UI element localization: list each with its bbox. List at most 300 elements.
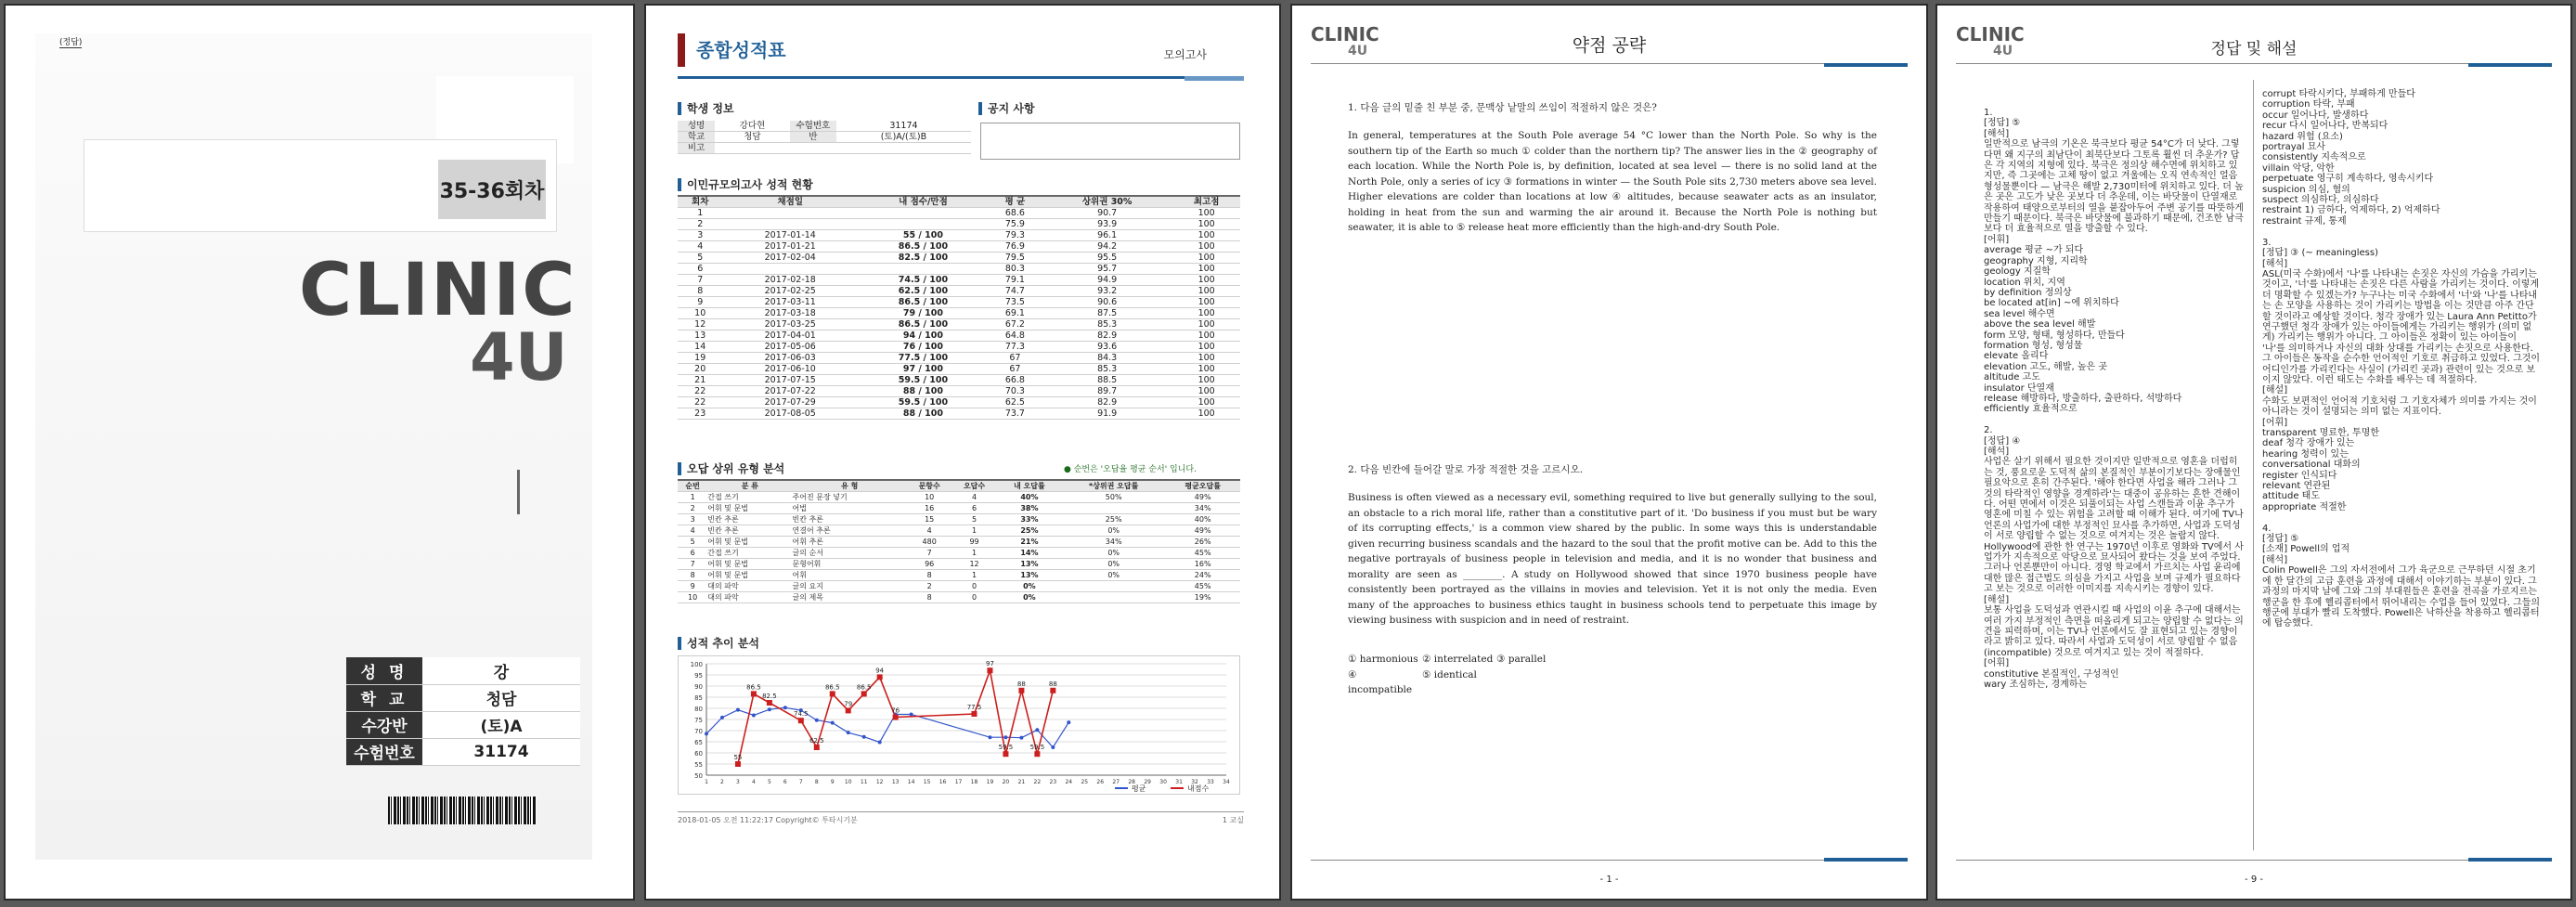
- table-cell: 6: [678, 548, 707, 559]
- table-row: [678, 219, 1240, 230]
- table-cell: 82.9: [1042, 330, 1172, 342]
- error-header: 순번: [678, 480, 707, 492]
- x-tick-label: 24: [1065, 779, 1073, 785]
- trend-chart-svg: [679, 656, 1239, 794]
- table-row: [678, 408, 1240, 420]
- page-number: - 1 -: [1599, 875, 1619, 885]
- table-cell: 어휘: [793, 570, 907, 581]
- table-cell: 84.3: [1042, 353, 1172, 364]
- option[interactable]: ⑤ identical: [1422, 668, 1477, 680]
- table-cell: 19: [678, 353, 722, 364]
- table-cell: 79.5: [989, 253, 1042, 264]
- table-cell: 2017-03-25: [722, 319, 858, 330]
- table-cell: 74.5 / 100: [858, 275, 989, 286]
- table-row: [678, 286, 1240, 297]
- table-cell: 59.5 / 100: [858, 375, 989, 386]
- class-label: 수강반: [346, 711, 422, 738]
- table-cell: 69.1: [989, 308, 1042, 319]
- table-cell: 77.5 / 100: [858, 353, 989, 364]
- table-cell: 2017-04-01: [722, 330, 858, 342]
- x-tick-label: 20: [1002, 779, 1010, 785]
- table-cell: 2017-01-14: [722, 230, 858, 241]
- table-cell: 59.5 / 100: [858, 397, 989, 408]
- x-tick-label: 26: [1096, 779, 1105, 785]
- y-tick-label: 65: [694, 739, 703, 746]
- table-cell: 대의 파악: [707, 592, 792, 603]
- table-cell: 62.5: [989, 397, 1042, 408]
- table-cell: 100: [1172, 286, 1240, 297]
- table-row: [678, 514, 1240, 525]
- table-cell: 0: [951, 592, 996, 603]
- report-title: 종합성적표: [678, 33, 786, 67]
- x-tick-label: 7: [798, 779, 803, 785]
- table-cell: 100: [1172, 364, 1240, 375]
- title-rule-accent: [1184, 76, 1244, 81]
- table-cell: 94.9: [1042, 275, 1172, 286]
- question-2-body: Business is often viewed as a necessary evil, something required to live but generally sullying to the soul, an obstacle to a rich moral life, rather than a constitutive part of it. 'Do business if you must but be wary of its corrupting effects,' is a common view shared by the public. In some ways this is understandable given recurring business scandals and the hazard to the soul that the profit motive can be. Add to this the negative portrayals of business people in television and media, and it is no wonder that business and morality are seen as ________. A study on Hollywood showed that since 1970 business people have consistently been portrayed as the villains in movies and television. Yet it is not only the media. Even many of the approaches to business ethics taught in business schools tend to perpetuate this image by viewing business with suspicion and in need of restraint.: [1348, 492, 1877, 626]
- table-cell: 88 / 100: [858, 386, 989, 397]
- table-cell: 94.2: [1042, 241, 1172, 253]
- table-row: [678, 230, 1240, 241]
- table-row: [678, 525, 1240, 537]
- history-header: 내 점수/만점: [858, 196, 989, 208]
- table-cell: 2017-03-11: [722, 297, 858, 308]
- error-note: ● 순번은 '오답율 평균 순서' 입니다.: [1064, 465, 1197, 474]
- table-row: [678, 308, 1240, 319]
- table-cell: 어휘 및 문법: [707, 503, 792, 514]
- x-tick-label: 30: [1159, 779, 1167, 785]
- table-cell: 45%: [1165, 548, 1240, 559]
- trend-chart: [678, 655, 1240, 795]
- table-cell: 86.5 / 100: [858, 297, 989, 308]
- table-cell: 1: [951, 525, 996, 537]
- table-cell: 2017-06-10: [722, 364, 858, 375]
- table-cell: 95.5: [1042, 253, 1172, 264]
- table-cell: 49%: [1165, 492, 1240, 503]
- data-point: [1035, 728, 1039, 732]
- data-point: [798, 718, 804, 723]
- table-cell: 23: [678, 408, 722, 420]
- table-cell: 글의 요지: [793, 581, 907, 592]
- table-cell: 0%: [1062, 548, 1165, 559]
- table-cell: 24%: [1165, 570, 1240, 581]
- data-point: [736, 708, 740, 712]
- data-point: [847, 731, 850, 734]
- table-cell: 6: [951, 503, 996, 514]
- table-cell: 90.6: [1042, 297, 1172, 308]
- id-value: 31174: [422, 738, 580, 765]
- table-cell: 대의 파악: [707, 581, 792, 592]
- table-cell: 79 / 100: [858, 308, 989, 319]
- table-cell: 2017-02-25: [722, 286, 858, 297]
- table-cell: 2017-01-21: [722, 241, 858, 253]
- table-cell: 5: [678, 253, 722, 264]
- table-cell: 21: [678, 375, 722, 386]
- logo-text-bottom: 4U: [1993, 44, 2013, 58]
- table-cell: 34%: [1165, 503, 1240, 514]
- data-label: 62.5: [809, 737, 824, 745]
- table-cell: [858, 219, 989, 230]
- logo-text-bottom: 4U: [1348, 44, 1368, 58]
- table-cell: 68.6: [989, 208, 1042, 219]
- table-cell: 99: [951, 537, 996, 548]
- table-cell: 간접 쓰기: [707, 548, 792, 559]
- table-row: [678, 342, 1240, 353]
- footer-bar: [2468, 858, 2552, 862]
- data-label: 94: [875, 667, 885, 675]
- table-cell: 빈칸 추론: [707, 525, 792, 537]
- table-cell: 95.7: [1042, 264, 1172, 275]
- table-cell: 40%: [1165, 514, 1240, 525]
- data-point: [1003, 751, 1008, 757]
- table-cell: 97 / 100: [858, 364, 989, 375]
- cover-tag: (정답): [59, 35, 82, 48]
- table-cell: 2017-05-06: [722, 342, 858, 353]
- table-cell: 100: [1172, 375, 1240, 386]
- error-header: 오답수: [951, 480, 996, 492]
- error-header: 평균오답률: [1165, 480, 1240, 492]
- data-label: 59.5: [1029, 744, 1045, 752]
- table-cell: 100: [1172, 264, 1240, 275]
- student-table: [678, 121, 971, 154]
- table-cell: 2017-07-29: [722, 397, 858, 408]
- x-tick-label: 14: [907, 779, 915, 785]
- table-row: [678, 253, 1240, 264]
- table-cell: 100: [1172, 208, 1240, 219]
- table-cell: 14%: [997, 548, 1062, 559]
- table-cell: 94 / 100: [858, 330, 989, 342]
- x-tick-label: 34: [1223, 779, 1230, 785]
- x-tick-label: 4: [751, 779, 756, 785]
- y-tick-label: 80: [694, 706, 703, 713]
- data-point: [988, 735, 991, 739]
- table-cell: 10: [907, 492, 951, 503]
- table-cell: 480: [907, 537, 951, 548]
- error-header: 유 형: [793, 480, 907, 492]
- class-value: (토)A: [422, 711, 580, 738]
- data-point: [1018, 688, 1024, 693]
- table-cell: 100: [1172, 241, 1240, 253]
- table-cell: [1062, 503, 1165, 514]
- x-tick-label: 5: [767, 779, 771, 785]
- y-tick-label: 60: [694, 750, 703, 758]
- footer-bar: [1824, 858, 1908, 862]
- table-cell: 2017-07-22: [722, 386, 858, 397]
- table-cell: 86.5 / 100: [858, 241, 989, 253]
- table-cell: 어휘 및 문법: [707, 537, 792, 548]
- table-row: [678, 503, 1240, 514]
- table-cell: 5: [678, 537, 707, 548]
- table-cell: 13: [678, 330, 722, 342]
- table-cell: [858, 264, 989, 275]
- table-cell: 4: [678, 241, 722, 253]
- data-point: [751, 691, 757, 696]
- table-cell: 77.3: [989, 342, 1042, 353]
- table-cell: 8: [678, 286, 722, 297]
- table-cell: 어휘 및 문법: [707, 559, 792, 570]
- error-header: 내 오답률: [997, 480, 1062, 492]
- cover-page: [4, 4, 635, 901]
- option[interactable]: ② interrelated: [1422, 654, 1494, 665]
- table-cell: 간접 쓰기: [707, 492, 792, 503]
- table-cell: 88 / 100: [858, 408, 989, 420]
- data-point: [1050, 688, 1055, 693]
- footer-rule: [1311, 860, 1905, 861]
- table-cell: 88.5: [1042, 375, 1172, 386]
- table-cell: 2: [907, 581, 951, 592]
- option[interactable]: ① harmonious: [1348, 654, 1418, 665]
- y-tick-label: 85: [694, 694, 703, 702]
- table-cell: 4: [678, 525, 707, 537]
- table-cell: [1062, 592, 1165, 603]
- student-section-heading: 학생 정보: [678, 102, 734, 115]
- table-cell: [722, 264, 858, 275]
- x-tick-label: 18: [970, 779, 978, 785]
- table-cell: 3: [678, 514, 707, 525]
- table-cell: 0: [951, 581, 996, 592]
- table-cell: 22: [678, 397, 722, 408]
- data-point: [831, 721, 835, 725]
- table-cell: 100: [1172, 230, 1240, 241]
- table-cell: 76 / 100: [858, 342, 989, 353]
- header-rule: [1956, 63, 2550, 64]
- label: 학교: [678, 132, 715, 143]
- table-cell: 85.3: [1042, 319, 1172, 330]
- table-cell: 1: [951, 548, 996, 559]
- data-point: [862, 735, 866, 739]
- student-info-table: [346, 657, 580, 766]
- data-label: 88: [1048, 680, 1057, 688]
- table-cell: 2: [678, 219, 722, 230]
- x-tick-label: 27: [1112, 779, 1120, 785]
- data-point: [1051, 745, 1055, 749]
- table-cell: 어휘 및 문법: [707, 570, 792, 581]
- table-cell: 45%: [1165, 581, 1240, 592]
- table-cell: 13%: [997, 559, 1062, 570]
- answers-page: [1935, 4, 2572, 901]
- table-row: [678, 208, 1240, 219]
- label: 성명: [678, 121, 715, 132]
- option[interactable]: ④ incompatible: [1348, 668, 1413, 695]
- history-header: 최고점: [1172, 196, 1240, 208]
- name-label: 성명: [346, 657, 422, 684]
- report-subtitle: 모의고사: [1163, 48, 1207, 61]
- data-point: [783, 706, 787, 709]
- history-header: 상위권 30%: [1042, 196, 1172, 208]
- table-cell: 86.5 / 100: [858, 319, 989, 330]
- table-row: [678, 241, 1240, 253]
- table-cell: 7: [907, 548, 951, 559]
- x-tick-label: 2: [720, 779, 724, 785]
- data-point: [987, 667, 992, 673]
- x-tick-label: 13: [891, 779, 900, 785]
- table-cell: 33%: [997, 514, 1062, 525]
- x-tick-label: 8: [814, 779, 819, 785]
- y-tick-label: 70: [694, 728, 703, 735]
- table-cell: 8: [907, 592, 951, 603]
- data-point: [814, 745, 820, 750]
- history-header: 채점일: [722, 196, 858, 208]
- table-cell: 0%: [1062, 525, 1165, 537]
- table-cell: 85.3: [1042, 364, 1172, 375]
- exam-page: [1290, 4, 1928, 901]
- table-row: [678, 297, 1240, 308]
- question-1-body: In general, temperatures at the South Pole average 54 °C lower than the North Pole. So why is the southern tip of the Earth so much ① colder than the northern tip? The answer lies in the ② geography of each location. While the North Pole is, by definition, located at sea level — there is no solid land at the North Pole, only a series of icy ③ formations in winter — the South Pole sits 2,730 meters above sea level. Higher elevations are colder than locations at low ④ altitudes, because seawater acts as an insulator, holding in heat from the sun and warming the air around it. Because the North Pole is nothing but seawater, it is able to ⑤ release heat more efficiently than the high-and-dry South Pole.: [1348, 130, 1877, 233]
- exam-title: 약점 공략: [1572, 35, 1647, 56]
- data-label: 86.5: [824, 683, 840, 692]
- table-cell: 0%: [1062, 559, 1165, 570]
- table-cell: 38%: [997, 503, 1062, 514]
- data-label: 76: [891, 706, 900, 715]
- id-label: 수험번호: [346, 738, 422, 765]
- logo-text-top: CLINIC: [1311, 23, 1379, 45]
- data-point: [1019, 736, 1023, 740]
- table-cell: 55 / 100: [858, 230, 989, 241]
- table-cell: 빈칸 추론: [793, 514, 907, 525]
- answers-left-column: 1. [정답] ⑤ [해석] 일반적으로 남극의 기온은 북극보다 평균 54°C가 더 낮다. 그렇다면 왜 지구의 최남단이 최북단보다 그토록 훨씬 더 추운가? 답은 각 지역의 지형에 있다. 북극은 정의상 해수면에 위치하고 있지만, 즉 그곳에는 고체 땅이 없고 겨울에는 오직 연속적인 얼음 형성물뿐이다 — 남극은 해발 2,730미터에 위치하고 있다. 더 높은 곳은 고도가 낮은 곳보다 더 추운데, 이는 바닷물이 단열재로 작용하여 태양으로부터의 열을 붙잡아두어 주변 공기를 따뜻하게 만들기 때문이다. 북극은 바닷물에 불과하기 때문에, 건조한 남극보다 더 효율적으로 열을 방출할 수 있다. [어휘] average 평균 ~가 되다 geography 지형, 지리학 geology 지질학 location 위치, 지역 by definition 정의상 be located at[in] ~에 위치하다 sea level 해수면 above the sea level 해발 form 모양, 형태, 형성하다, 만들다 formation 형성, 형성물 elevate 올리다 elevation 고도, 해발, 높은 곳 altitude 고도 insulator 단열재 release 해방하다, 방출하다, 출판하다, 석방하다 efficiently 효율적으로 2. [정답] ④ [해석] 사업은 살기 위해서 필요한 것이지만 일반적으로 영혼을 더럽히는 것, 풍요로운 도덕적 삶의 본질적인 부분이기보다는 장애물인 필요악으로 흔히 간주된다. '해야 한다면 사업을 해라 그러나 그것의 타락적인 영향을 경계하라'는 대중이 공유하는 흔한 견해이다. 어떤 면에서 이것은 되풀이되는 사업 스캔들과 이윤 추구가 영혼에 미칠 수 있는 위험을 고려할 때 이해가 된다. 여기에 TV나 언론의 사업가에 대한 부정적인 묘사를 추가하면, 사업과 도덕성이 서로 양립할 수 없는 것으로 여겨지는 것은 놀랍지 않다. Hollywood에 관한 한 연구는 1970년 이후로 영화와 TV에서 사업가가 지속적으로 악당으로 묘사되어 왔다는 것을 보여 주었다. 그러나 언론뿐만이 아니다. 경영 학교에서 가르치는 사업 윤리에 대한 많은 접근법도 의심을 가지고 사업을 보며 규제가 필요하다고 보는 것으로 이러한 이미지를 지속시키는 경향이 있다. [해설] 보통 사업을 도덕성과 연관시킬 때 사업의 이윤 추구에 대해서는 여러 가지 부정적인 측면을 떠올리게 되고는 양립할 수 없다는 의견을 피력하며, 이는 TV나 언론에서도 잘 표현되고 있는 경향이라고 밝히고 있다. 따라서 사업과 도덕성이 서로 양립할 수 없음(incompatible) 것으로 여겨지고 있는 것이 적절하다. [어휘] constitutive 본질적인, 구성적인 wary 조심하는, 경계하는: [1984, 108, 2244, 690]
- value: [715, 143, 971, 154]
- notice-section-heading: 공지 사항: [978, 102, 1035, 115]
- table-cell: 8: [678, 570, 707, 581]
- table-row: [678, 570, 1240, 581]
- table-cell: 79.3: [989, 230, 1042, 241]
- value: 31174: [836, 121, 971, 132]
- footer-left: 2018-01-05 오전 11:22:17 Copyright© 투타시기분: [678, 816, 858, 824]
- table-cell: 64.8: [989, 330, 1042, 342]
- history-section-heading: 이민규모의고사 성적 현황: [678, 178, 813, 191]
- divider: [517, 470, 520, 514]
- table-cell: 70.3: [989, 386, 1042, 397]
- error-header: *상위권 오답률: [1062, 480, 1165, 492]
- table-cell: 40%: [997, 492, 1062, 503]
- x-tick-label: 15: [923, 779, 931, 785]
- table-row: [678, 375, 1240, 386]
- table-cell: 100: [1172, 342, 1240, 353]
- table-row: [678, 319, 1240, 330]
- table-row: [678, 330, 1240, 342]
- table-cell: 62.5 / 100: [858, 286, 989, 297]
- table-cell: 1: [678, 208, 722, 219]
- question-2-prompt: 2. 다음 빈칸에 들어갈 말로 가장 적절한 것을 고르시오.: [1348, 464, 1584, 475]
- data-point: [1034, 751, 1040, 757]
- legend-label: 내점수: [1187, 784, 1210, 793]
- x-tick-label: 33: [1207, 779, 1214, 785]
- table-row: [678, 559, 1240, 570]
- trend-section-heading: 성적 추이 분석: [678, 637, 759, 650]
- table-cell: 7: [678, 275, 722, 286]
- x-tick-label: 17: [954, 779, 963, 785]
- table-cell: 2017-06-03: [722, 353, 858, 364]
- y-tick-label: 90: [694, 683, 703, 691]
- table-cell: 90.7: [1042, 208, 1172, 219]
- table-cell: 93.6: [1042, 342, 1172, 353]
- table-cell: 100: [1172, 219, 1240, 230]
- data-point: [720, 716, 724, 719]
- table-row: [678, 537, 1240, 548]
- table-cell: 76.9: [989, 241, 1042, 253]
- x-tick-label: 32: [1191, 779, 1198, 785]
- table-cell: 글의 제목: [793, 592, 907, 603]
- table-cell: 2017-07-15: [722, 375, 858, 386]
- table-cell: 12: [951, 559, 996, 570]
- table-cell: 96.1: [1042, 230, 1172, 241]
- table-cell: 2: [678, 503, 707, 514]
- table-cell: 50%: [1062, 492, 1165, 503]
- label: 반: [790, 132, 836, 143]
- error-table: [678, 479, 1240, 603]
- x-tick-label: 31: [1175, 779, 1183, 785]
- data-point: [815, 719, 819, 722]
- answers-title: 정답 및 해설: [2210, 40, 2298, 58]
- x-tick-label: 9: [830, 779, 835, 785]
- table-cell: 0%: [997, 581, 1062, 592]
- data-label: 82.5: [762, 693, 777, 700]
- table-cell: 100: [1172, 308, 1240, 319]
- school-value: 청담: [422, 684, 580, 711]
- table-cell: 3: [678, 230, 722, 241]
- round-label: 35-36회차: [436, 158, 548, 221]
- table-cell: 8: [907, 570, 951, 581]
- table-cell: 82.9: [1042, 397, 1172, 408]
- table-cell: 67: [989, 364, 1042, 375]
- table-cell: 25%: [997, 525, 1062, 537]
- page-number: - 9 -: [2245, 875, 2263, 885]
- column-separator: [2253, 80, 2254, 850]
- report-page: [644, 4, 1281, 901]
- x-tick-label: 29: [1144, 779, 1151, 785]
- answers-right-column: corrupt 타락시키다, 부패하게 만들다 corruption 타락, 부패 occur 일어나다, 발생하다 recur 다시 일어나다, 반복되다 hazard 위험 (요소) portrayal 묘사 consistently 지속적으로 villain 악당, 악한 perpetuate 영구히 계속하다, 영속시키다 suspicion 의심, 혐의 suspect 의심하다, 의심하다 restraint 1) 금하다, 억제하다, 2) 억제하다 restraint 규제, 통제 3. [정답] ③ (~ meaningless) [해석] ASL(미국 수화)에서 '나'를 나타내는 손짓은 자신의 가슴을 가리키는 것이고, '너'를 나타내는 손짓은 다른 사람을 가리키는 것이다. 이렇게 더 명확할 수 있겠는가? 누구나는 미국 수화에서 '너'와 '나'를 나타내는 손 모양을 사용하는 것이 가리키는 방법을 이는 것만큼 아주 간단할 것이라고 예상할 것이다. 청각 장애가 있는 Laura Ann Petitto가 연구했던 청각 장애가 있는 아이들에게는 가리키는 행위가 (의미 없게) 가리키는 행위가 아니다. 그 아이들은 정확이 있는 아이들이 '나'를 의미하거나 자신의 대화 상대를 가리키는 손짓으로 사용한다. 그 아이들은 동작을 순수한 언어적인 기호로 취급하고 있었다. 그것이 어디인가를 가리킨다는 사실이 (가리킨 곳과) 관련이 있는 것으로 보이지 않았다. 이런 태도는 수화를 배우는 데 적절하다. [해설] 수화도 보편적인 언어적 기호처럼 그 기호자체가 의미를 가지는 것이 아니라는 것이 설명되는 의미 없는 지표이다. [어휘] transparent 명료한, 투명한 deaf 청각 장애가 있는 hearing 청력이 있는 conversational 대화의 register 인식되다 relevant 연관된 attitude 태도 appropriate 적절한 4. [정답] ⑤ [소재] Powell의 업적 [해석] Colin Powell은 그의 자서전에서 그가 육군으로 근무하던 시절 초기에 한 달간의 고급 훈련을 과정에 대해서 이야기하는 부분이 있다. 그 과정의 마지막 날에 그와 그의 부대원들은 훈련을 전곡을 가로지르는 행군을 한 후에 헬리콥터에서 뛰어내리는 수업을 들어 있었다. 그들의 행군에 부대가 빨리 도착했다. Powell은 낙하산을 착용하고 헬리콥터에 탑승했다.: [2262, 89, 2541, 629]
- table-cell: 73.7: [989, 408, 1042, 420]
- data-point: [878, 740, 882, 744]
- data-label: 79: [844, 700, 853, 708]
- table-cell: 34%: [1062, 537, 1165, 548]
- y-tick-label: 75: [694, 717, 703, 724]
- table-cell: 빈칸 추론: [707, 514, 792, 525]
- table-cell: 93.9: [1042, 219, 1172, 230]
- x-tick-label: 19: [986, 779, 994, 785]
- table-cell: 1: [951, 570, 996, 581]
- table-cell: 16: [907, 503, 951, 514]
- data-point: [752, 713, 756, 717]
- table-cell: 89.7: [1042, 386, 1172, 397]
- question-1-prompt: 1. 다음 글의 밑줄 친 부분 중, 문맥상 낱말의 쓰임이 적절하지 않은 것은?: [1348, 102, 1657, 113]
- table-cell: 7: [678, 559, 707, 570]
- header-bar: [1824, 63, 1908, 67]
- table-cell: 14: [678, 342, 722, 353]
- logo-text-top: CLINIC: [1956, 23, 2025, 45]
- table-cell: 연결어 추론: [793, 525, 907, 537]
- table-cell: 어법: [793, 503, 907, 514]
- table-cell: 67.2: [989, 319, 1042, 330]
- table-cell: 93.2: [1042, 286, 1172, 297]
- table-row: [678, 581, 1240, 592]
- table-cell: 12: [678, 319, 722, 330]
- table-cell: 26%: [1165, 537, 1240, 548]
- table-cell: 66.8: [989, 375, 1042, 386]
- data-point: [768, 707, 771, 711]
- history-table: [678, 195, 1240, 420]
- option[interactable]: ③ parallel: [1496, 654, 1547, 665]
- table-cell: 13%: [997, 570, 1062, 581]
- table-cell: 2017-02-04: [722, 253, 858, 264]
- table-cell: [1062, 581, 1165, 592]
- table-cell: 91.9: [1042, 408, 1172, 420]
- table-cell: [722, 208, 858, 219]
- table-cell: 1: [678, 492, 707, 503]
- table-cell: 10: [678, 308, 722, 319]
- data-point: [877, 674, 883, 680]
- table-cell: 73.5: [989, 297, 1042, 308]
